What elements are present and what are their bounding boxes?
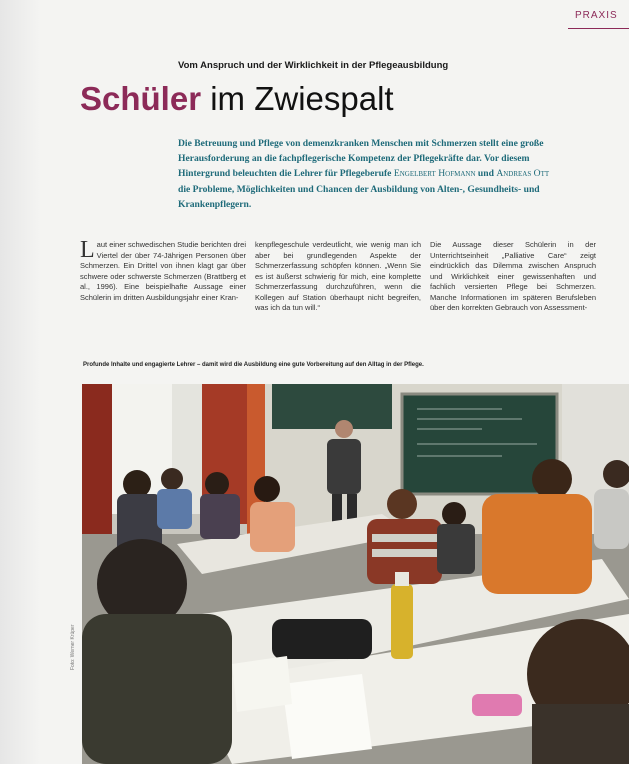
lead-text-1: Die Betreuung und Pflege von demenzkranken Menschen mit Schmerzen stellt eine große Herausforderung an die fachpflegerische Kompetenz der Pflegekräfte dar. Vor diesem Hintergrund beleuchten die Lehrer für Pflegeberufe [178, 138, 544, 180]
classroom-photo [82, 384, 629, 764]
article-kicker: Vom Anspruch und der Wirklichkeit in der Pflegeausbildung [178, 60, 449, 71]
body-column-3: Die Aussage dieser Schülerin in der Unterrichtseinheit „Palliative Care“ zeigt eindrücklich das Dilemma zwischen Anspruch und Wirklichkeit einer gewissenhaften und fachlich versierten Pflege bei Schmerzen. Manche Informationen im späteren Berufsleben über den korrekten Gebrauch von Assessment- [430, 240, 596, 312]
body-column-2: kenpflegeschule verdeutlicht, wie wenig man ich aber bei grundlegenden Aspekte der Schmerzerfassung schöpfen können. „Wenn Sie es ist äußerst schwierig für mich, eine komplette Schmerzerfassung durchzuführen, wenn die Kollegen auf Station überhaupt nicht begreifen, was ich da tun will.“ [255, 240, 421, 312]
article-headline [80, 80, 394, 118]
section-rule [568, 28, 629, 29]
lead-text-2: die Probleme, Möglichkeiten und Chancen der Ausbildung von Alten-, Gesundheits- und Krankenpflegern. [178, 183, 540, 210]
article-lead [178, 136, 556, 212]
photo-credit: Foto: Werner Krüper [70, 624, 76, 670]
lead-and: und [475, 168, 497, 180]
drop-cap: L [80, 237, 95, 263]
headline-accent-word: Schüler [80, 80, 202, 117]
body-column-1 [80, 237, 246, 303]
lead-author-1: Engelbert Hofmann [393, 168, 476, 180]
photo-caption: Profunde Inhalte und engagierte Lehrer – damit wird die Ausbildung eine gute Vorbereitung auf den Alltag in der Pflege. [83, 362, 424, 368]
headline-rest: im Zwiespalt [201, 80, 394, 117]
body-columns [80, 237, 596, 338]
classroom-photo-illustration [82, 384, 629, 764]
body-column-1-text: aut einer schwedischen Studie berichten drei Viertel der über 74-Jährigen Personen über Schmerzen. Ein Drittel von ihnen klagt gar über schwere oder schwerste Schmerzen (Brattberg et al., 1996). Eine beispielhafte Aussage einer Schülerin im dritten Ausbildungsjahr einer Kran- [80, 240, 246, 302]
lead-author-2: Andreas Ott [496, 168, 550, 180]
page-gutter-shadow [0, 0, 40, 764]
section-label: PRAXIS [575, 10, 618, 21]
